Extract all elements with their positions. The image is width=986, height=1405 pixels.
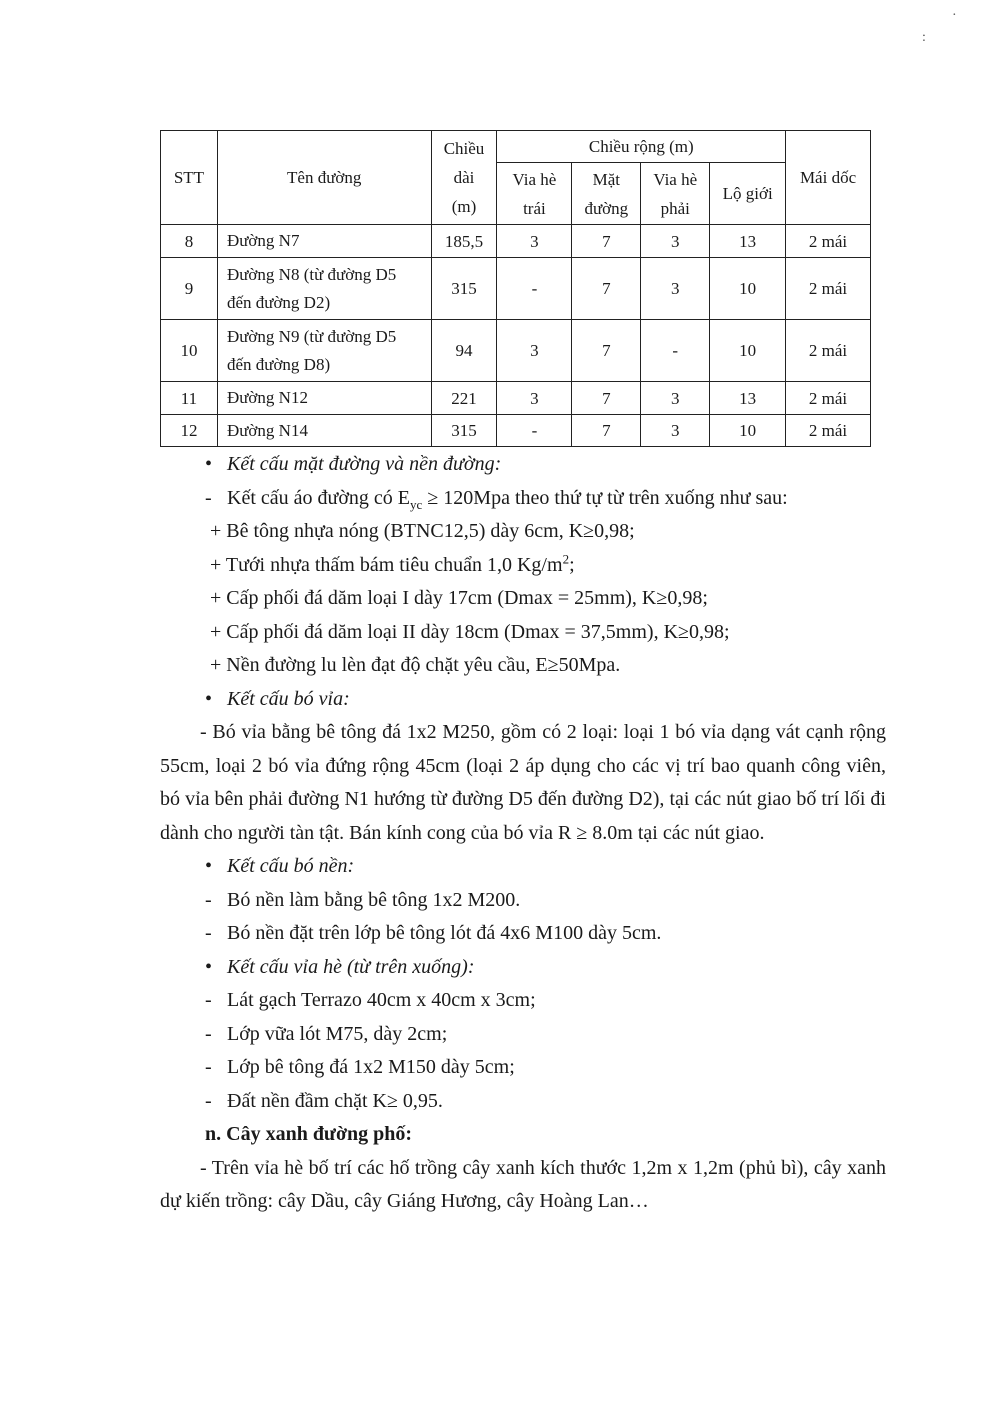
cell-mai-doc: 2 mái <box>786 258 871 320</box>
heading-text: Kết cấu mặt đường và nền đường: <box>227 453 502 475</box>
header-via-he-phai-line: phải <box>660 198 690 218</box>
cell-road-name: Đường N14 <box>217 415 431 447</box>
dash: - <box>205 1022 212 1045</box>
cell-length: 94 <box>431 320 497 382</box>
list-item <box>160 1018 886 1052</box>
cell-lo-gioi: 10 <box>710 320 786 382</box>
header-via-he-trai-line: trái <box>523 198 546 218</box>
header-mat-duong-line: Mặt <box>592 169 621 189</box>
bullet: • <box>205 855 213 877</box>
cell-road-name-line: Đường N9 (từ đường D5 <box>226 326 397 346</box>
section-heading-bo-via <box>160 683 886 717</box>
list-item <box>160 884 886 918</box>
header-chieu-dai-line: dài <box>453 168 475 187</box>
cell-lo-gioi: 10 <box>710 415 786 447</box>
header-mai-doc: Mái dốc <box>786 131 871 225</box>
dash: - <box>205 888 212 911</box>
header-stt: STT <box>161 131 218 225</box>
cell-mat-duong: 7 <box>572 415 641 447</box>
cell-stt: 9 <box>161 258 218 320</box>
header-mat-duong-line: đường <box>584 198 629 218</box>
item-text: Lớp bê tông đá 1x2 M150 dày 5cm; <box>227 1056 515 1078</box>
cell-stt: 8 <box>161 225 218 258</box>
header-chieu-dai-line: (m) <box>451 197 477 216</box>
heading-text: Kết cấu bó nền: <box>227 855 355 877</box>
cell-via-he-trai: 3 <box>497 382 572 415</box>
heading-text: Kết cấu bó vỉa: <box>227 687 350 710</box>
header-chieu-dai <box>431 131 497 225</box>
list-item: + Cấp phối đá dăm loại I dày 17cm (Dmax = 25mm), K≥0,98; <box>210 587 708 609</box>
table-row <box>161 382 871 415</box>
cell-length: 315 <box>431 415 497 447</box>
table-row <box>161 258 871 320</box>
table-row <box>161 320 871 382</box>
item-text: ; <box>569 553 575 576</box>
header-via-he-trai <box>497 163 572 225</box>
cell-road-name-line: Đường N8 (từ đường D5 <box>226 264 397 284</box>
dash: - <box>205 486 212 509</box>
list-item <box>160 1085 886 1119</box>
header-via-he-trai-line: Via hè <box>512 169 557 189</box>
header-lo-gioi: Lộ giới <box>710 163 786 225</box>
cell-stt: 11 <box>161 382 218 415</box>
section-heading-mat-duong <box>160 448 886 482</box>
cell-mat-duong: 7 <box>572 258 641 320</box>
cell-via-he-phai: - <box>641 320 710 382</box>
item-text: Bó nền làm bằng bê tông 1x2 M200. <box>227 888 521 911</box>
bullet: • <box>205 955 213 978</box>
body-text <box>160 448 886 1219</box>
cell-road-name: Đường N7 <box>217 225 431 258</box>
cell-length: 221 <box>431 382 497 415</box>
section-heading-cay-xanh: n. Cây xanh đường phố: <box>205 1123 413 1145</box>
subscript: yc <box>410 496 423 512</box>
item-text: Lát gạch Terrazo 40cm x 40cm x 3cm; <box>227 989 536 1011</box>
cell-road-name-line: đến đường D8) <box>226 354 331 374</box>
cell-mat-duong: 7 <box>572 225 641 258</box>
heading-text: Kết cấu vỉa hè (từ trên xuống): <box>227 955 475 978</box>
dash: - <box>205 922 212 944</box>
header-ten-duong: Tên đường <box>217 131 431 225</box>
bullet: • <box>205 687 213 710</box>
cell-lo-gioi: 13 <box>710 382 786 415</box>
section-heading-bo-nen <box>160 850 886 884</box>
table-row <box>161 225 871 258</box>
item-text: Đất nền đầm chặt K≥ 0,95. <box>227 1089 443 1112</box>
cell-via-he-phai: 3 <box>641 382 710 415</box>
list-item <box>160 482 886 516</box>
cell-length: 185,5 <box>431 225 497 258</box>
cell-via-he-phai: 3 <box>641 415 710 447</box>
list-item: + Cấp phối đá dăm loại II dày 18cm (Dmax = 37,5mm), K≥0,98; <box>210 620 730 643</box>
list-item: + Nền đường lu lèn đạt độ chặt yêu cầu, E≥50Mpa. <box>210 654 621 676</box>
cell-mai-doc: 2 mái <box>786 382 871 415</box>
road-spec-table <box>160 130 871 447</box>
cell-stt: 10 <box>161 320 218 382</box>
scan-mark: · <box>952 8 957 23</box>
item-text: ≥ 120Mpa theo thứ tự từ trên xuống như sau: <box>422 486 788 509</box>
cell-stt: 12 <box>161 415 218 447</box>
cell-lo-gioi: 10 <box>710 258 786 320</box>
cell-mai-doc: 2 mái <box>786 225 871 258</box>
cell-road-name <box>217 320 431 382</box>
item-text: Kết cấu áo đường có E <box>227 486 411 509</box>
item-text: + Tưới nhựa thấm bám tiêu chuẩn 1,0 Kg/m <box>210 553 563 576</box>
item-text: Bó nền đặt trên lớp bê tông lót đá 4x6 M100 dày 5cm. <box>227 922 662 944</box>
cell-road-name <box>217 258 431 320</box>
cell-length: 315 <box>431 258 497 320</box>
cell-road-name: Đường N12 <box>217 382 431 415</box>
cell-mai-doc: 2 mái <box>786 320 871 382</box>
bullet: • <box>205 453 213 475</box>
paragraph-bo-via: - Bó vỉa bằng bê tông đá 1x2 M250, gồm có 2 loại: loại 1 bó vỉa dạng vát cạnh rộng 55cm, loại 2 bó vỉa đứng rộng 45cm (loại 2 áp dụng cho các vị trí bao quanh công viên, bó vỉa bên phải đường N1 hướng từ đường D5 đến đường D2), tại các nút giao bố trí lối đi dành cho người tàn tật. Bán kính cong của bó vỉa R ≥ 8.0m tại các nút giao. <box>160 721 886 844</box>
header-chieu-dai-line: Chiều <box>443 139 485 158</box>
header-mat-duong <box>572 163 641 225</box>
table-row <box>161 415 871 447</box>
dash: - <box>205 989 212 1011</box>
list-item <box>160 984 886 1018</box>
item-text: Lớp vữa lót M75, dày 2cm; <box>227 1022 448 1045</box>
header-via-he-phai <box>641 163 710 225</box>
cell-via-he-trai: - <box>497 415 572 447</box>
cell-via-he-phai: 3 <box>641 258 710 320</box>
list-item <box>160 1051 886 1085</box>
list-item: + Bê tông nhựa nóng (BTNC12,5) dày 6cm, K≥0,98; <box>210 520 635 542</box>
header-chieu-rong: Chiều rộng (m) <box>497 131 786 163</box>
scan-mark-2: : <box>922 30 926 45</box>
paragraph-cay-xanh: - Trên vỉa hè bố trí các hố trồng cây xanh kích thước 1,2m x 1,2m (phủ bì), cây xanh dự kiến trồng: cây Dầu, cây Giáng Hương, cây Hoàng Lan… <box>160 1156 886 1212</box>
cell-lo-gioi: 13 <box>710 225 786 258</box>
list-item <box>160 549 886 583</box>
superscript: 2 <box>562 550 570 566</box>
cell-via-he-trai: 3 <box>497 320 572 382</box>
cell-via-he-phai: 3 <box>641 225 710 258</box>
dash: - <box>205 1089 212 1112</box>
cell-mat-duong: 7 <box>572 382 641 415</box>
list-item <box>160 917 886 951</box>
cell-via-he-trai: - <box>497 258 572 320</box>
cell-via-he-trai: 3 <box>497 225 572 258</box>
header-via-he-phai-line: Via hè <box>653 169 698 189</box>
cell-mai-doc: 2 mái <box>786 415 871 447</box>
cell-mat-duong: 7 <box>572 320 641 382</box>
dash: - <box>205 1056 212 1078</box>
section-heading-via-he <box>160 951 886 985</box>
cell-road-name-line: đến đường D2) <box>226 292 331 312</box>
